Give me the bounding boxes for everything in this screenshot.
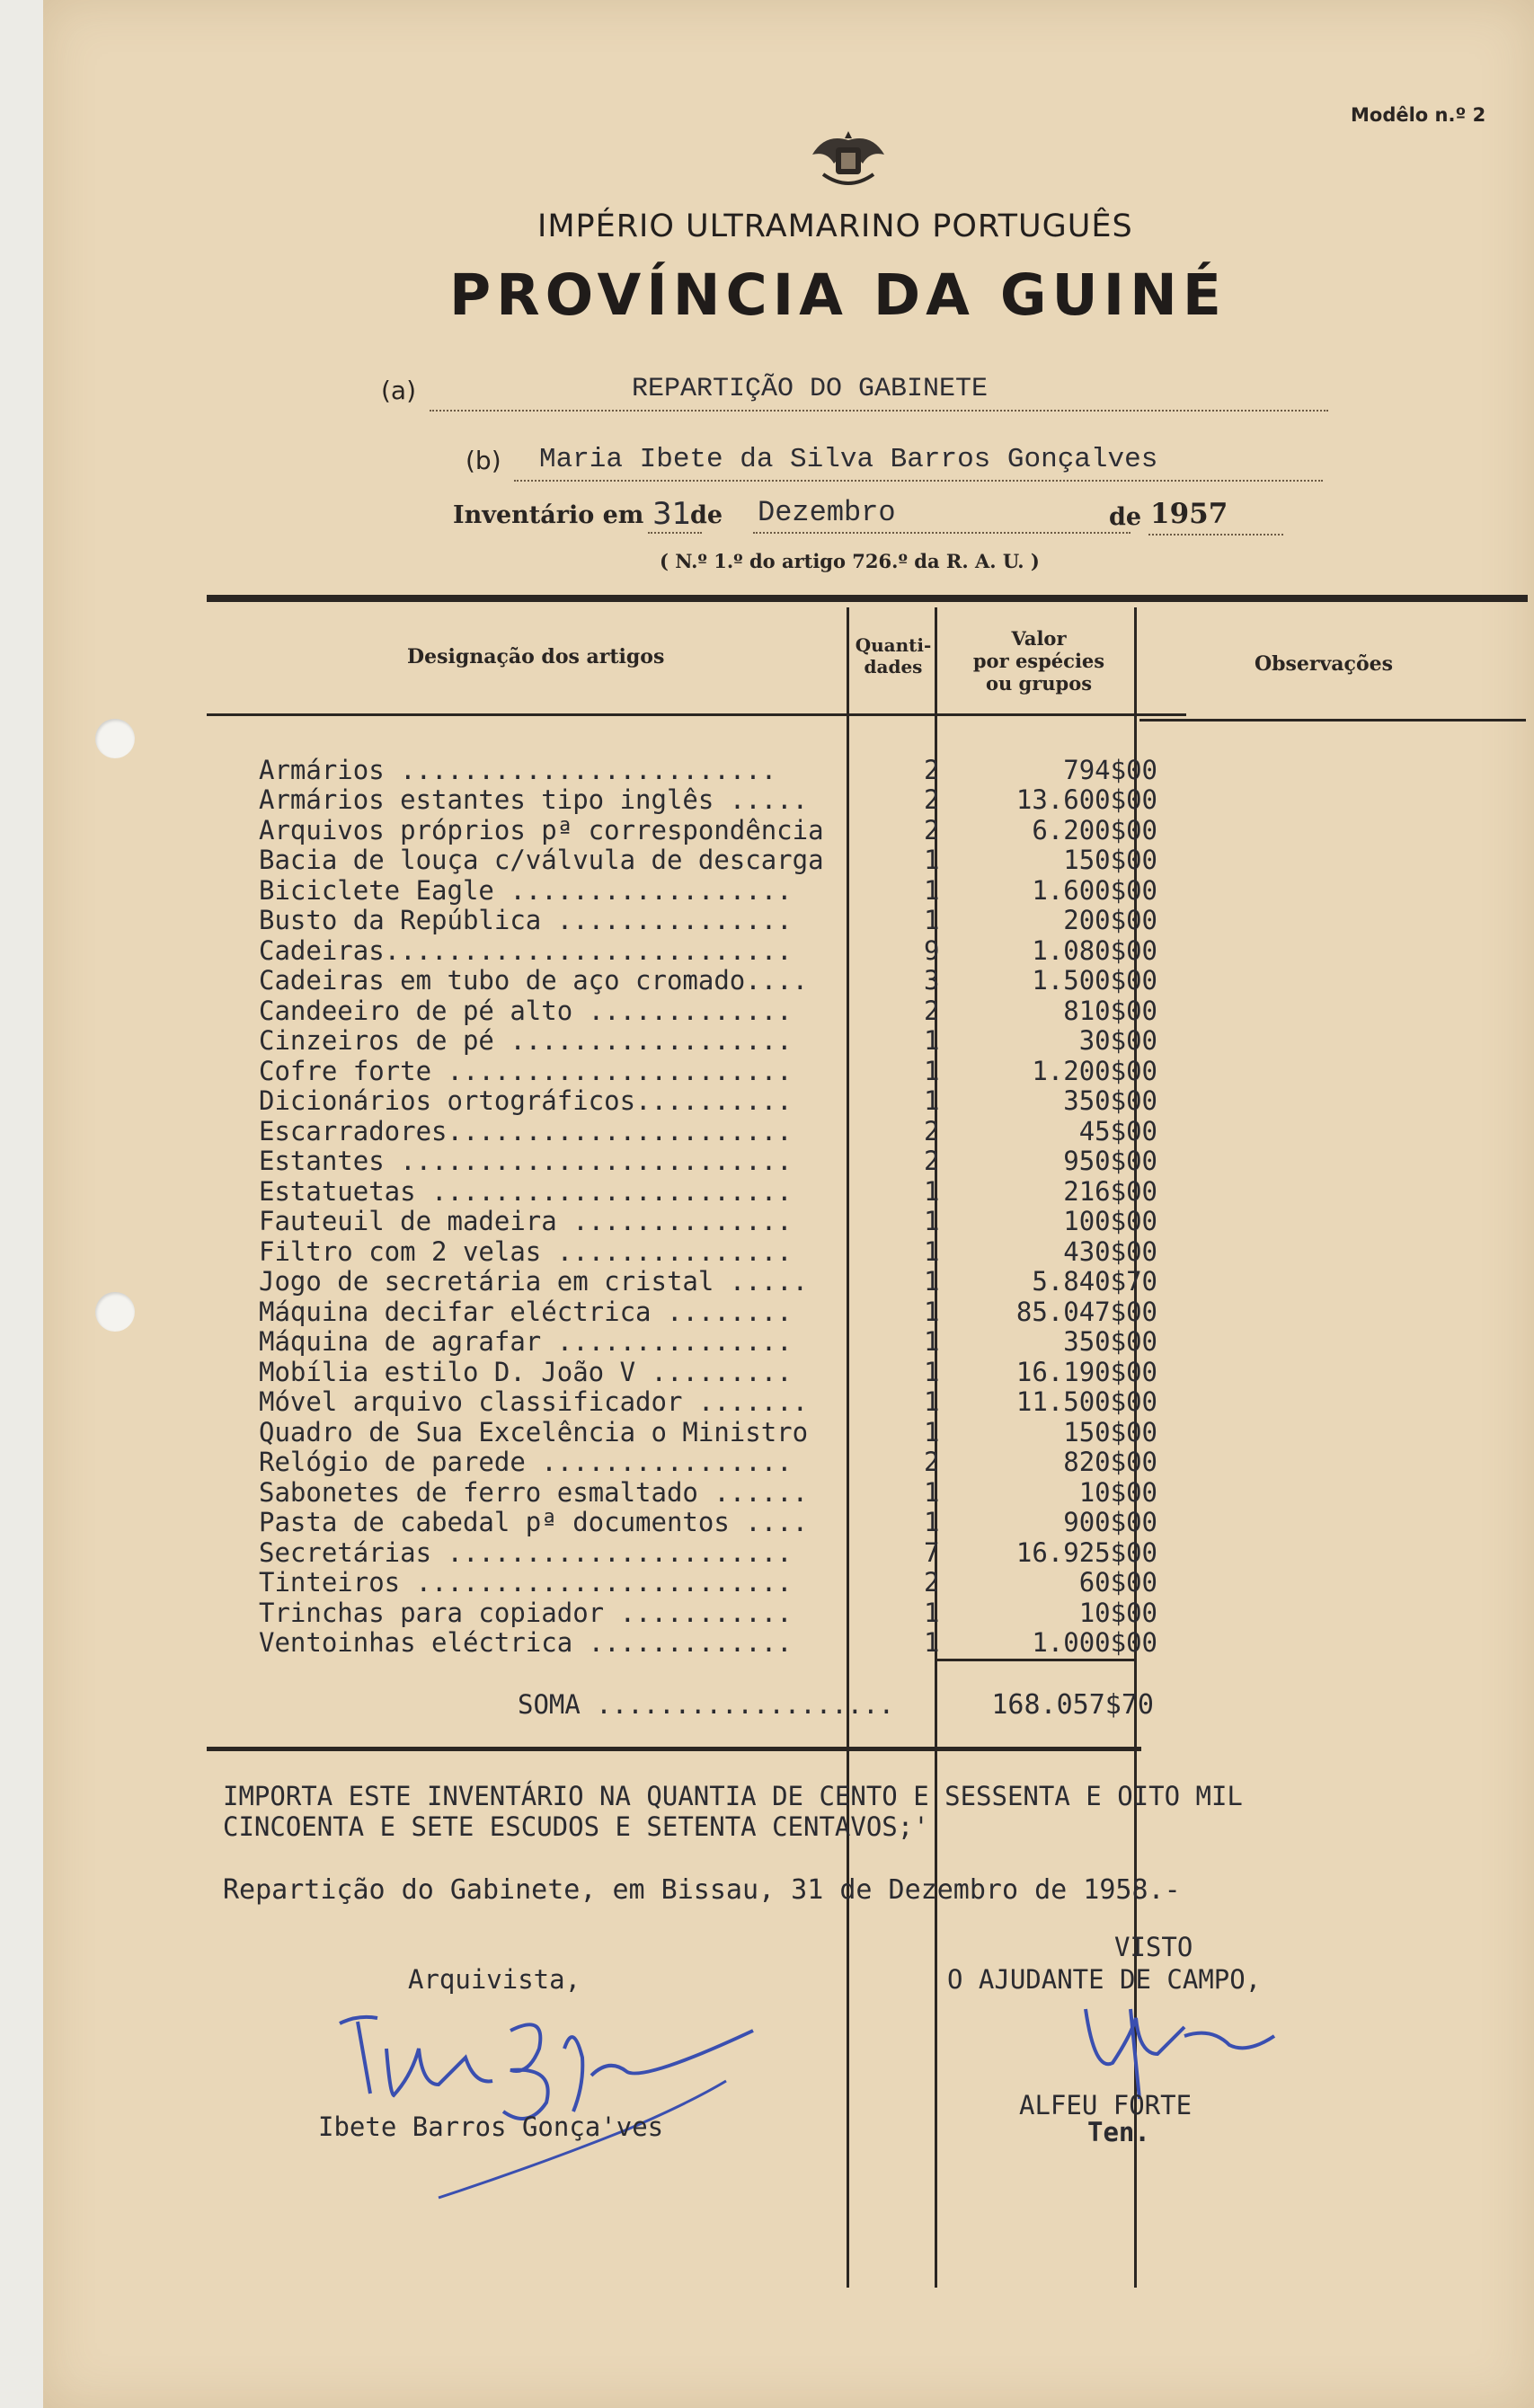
item-quantity: 1 bbox=[924, 1326, 940, 1357]
item-name: Máquina decifar eléctrica ........ bbox=[259, 1297, 793, 1327]
table-header-rule-left bbox=[207, 713, 1186, 716]
header-observations: Observações bbox=[1255, 652, 1394, 676]
item-name: Trinchas para copiador ........... bbox=[259, 1598, 793, 1628]
inventory-prefix: Inventário em bbox=[453, 501, 644, 529]
item-value: 1.500$00 bbox=[1032, 965, 1157, 996]
item-value: 100$00 bbox=[1063, 1206, 1157, 1236]
item-value: 350$00 bbox=[1063, 1326, 1157, 1357]
header-designation: Designação dos artigos bbox=[407, 645, 665, 668]
header-value: Valor por espécies ou grupos bbox=[972, 627, 1105, 695]
item-quantity: 1 bbox=[924, 1206, 940, 1236]
legal-reference: ( N.º 1.º do artigo 726.º da R. A. U. ) bbox=[660, 550, 1040, 572]
item-quantity: 2 bbox=[924, 815, 940, 845]
item-value: 810$00 bbox=[1063, 996, 1157, 1026]
item-name: Estantes ......................... bbox=[259, 1146, 793, 1176]
item-value: 30$00 bbox=[1078, 1025, 1157, 1056]
item-value: 13.600$00 bbox=[1015, 784, 1157, 815]
item-value: 350$00 bbox=[1063, 1085, 1157, 1116]
item-quantity: 1 bbox=[924, 1025, 940, 1056]
department-name: REPARTIÇÃO DO GABINETE bbox=[632, 374, 989, 404]
document-page bbox=[43, 0, 1534, 2408]
item-value: 794$00 bbox=[1063, 755, 1157, 785]
month-line bbox=[753, 532, 1131, 534]
item-name: Filtro com 2 velas ............... bbox=[259, 1236, 793, 1267]
item-quantity: 2 bbox=[924, 996, 940, 1026]
item-quantity: 1 bbox=[924, 905, 940, 935]
department-line bbox=[430, 410, 1328, 412]
item-value: 5.840$70 bbox=[1032, 1266, 1157, 1297]
item-value: 430$00 bbox=[1063, 1236, 1157, 1267]
item-name: Busto da República ............... bbox=[259, 905, 793, 935]
item-name: Cofre forte ...................... bbox=[259, 1056, 793, 1086]
item-value: 150$00 bbox=[1063, 845, 1157, 875]
item-quantity: 1 bbox=[924, 1266, 940, 1297]
item-value: 60$00 bbox=[1078, 1567, 1157, 1598]
item-value: 1.600$00 bbox=[1032, 875, 1157, 906]
item-name: Cadeiras em tubo de aço cromado.... bbox=[259, 965, 809, 996]
empire-title: IMPÉRIO ULTRAMARINO PORTUGUÊS bbox=[537, 208, 1133, 244]
table-header-rule-right bbox=[1139, 719, 1526, 722]
punch-hole-top bbox=[95, 719, 135, 758]
item-value: 10$00 bbox=[1078, 1598, 1157, 1628]
item-name: Ventoinhas eléctrica ............. bbox=[259, 1627, 793, 1658]
item-value: 16.925$00 bbox=[1015, 1537, 1157, 1568]
item-name: Máquina de agrafar ............... bbox=[259, 1326, 793, 1357]
left-signatory-name: Ibete Barros Gonça'ves bbox=[318, 2111, 664, 2142]
right-signatory-title: O AJUDANTE DE CAMPO, bbox=[947, 1964, 1262, 1995]
item-value: 85.047$00 bbox=[1015, 1297, 1157, 1327]
person-line bbox=[514, 480, 1323, 482]
item-quantity: 3 bbox=[924, 965, 940, 996]
item-name: Dicionários ortográficos.......... bbox=[259, 1085, 793, 1116]
visto-label: VISTO bbox=[1114, 1932, 1193, 1962]
inventory-de-1: de bbox=[690, 501, 723, 529]
item-quantity: 1 bbox=[924, 1598, 940, 1628]
item-quantity: 2 bbox=[924, 784, 940, 815]
label-a: (a) bbox=[381, 376, 417, 405]
inventory-de-2: de bbox=[1109, 503, 1142, 531]
item-quantity: 1 bbox=[924, 845, 940, 875]
form-model-number: Modêlo n.º 2 bbox=[1351, 104, 1486, 126]
item-quantity: 1 bbox=[924, 1357, 940, 1387]
item-quantity: 2 bbox=[924, 1146, 940, 1176]
total-value: 168.057$70 bbox=[991, 1689, 1154, 1721]
item-name: Biciclete Eagle .................. bbox=[259, 875, 793, 906]
item-quantity: 1 bbox=[924, 1236, 940, 1267]
item-quantity: 1 bbox=[924, 1417, 940, 1447]
item-name: Candeeiro de pé alto ............. bbox=[259, 996, 793, 1026]
right-signatory-rank: Ten. bbox=[1087, 2117, 1150, 2147]
item-value: 16.190$00 bbox=[1015, 1357, 1157, 1387]
item-quantity: 2 bbox=[924, 755, 940, 785]
item-quantity: 2 bbox=[924, 1116, 940, 1146]
item-quantity: 1 bbox=[924, 1386, 940, 1417]
item-quantity: 7 bbox=[924, 1537, 940, 1568]
item-name: Armários ........................ bbox=[259, 755, 777, 785]
item-value: 1.080$00 bbox=[1032, 935, 1157, 966]
item-name: Cadeiras.......................... bbox=[259, 935, 793, 966]
item-value: 150$00 bbox=[1063, 1417, 1157, 1447]
statement-line-2: CINCOENTA E SETE ESCUDOS E SETENTA CENTAVOS;' bbox=[223, 1811, 929, 1842]
item-quantity: 1 bbox=[924, 1627, 940, 1658]
item-value: 200$00 bbox=[1063, 905, 1157, 935]
item-quantity: 9 bbox=[924, 935, 940, 966]
year-line bbox=[1148, 534, 1283, 536]
province-title: PROVÍNCIA DA GUINÉ bbox=[449, 262, 1227, 328]
place-date-line: Repartição do Gabinete, em Bissau, 31 de Dezembro de 1958.- bbox=[223, 1874, 1181, 1906]
handwritten-signature-left bbox=[304, 1995, 843, 2210]
item-value: 10$00 bbox=[1078, 1477, 1157, 1508]
day-line bbox=[648, 532, 702, 534]
person-name: Maria Ibete da Silva Barros Gonçalves bbox=[539, 444, 1158, 475]
item-value: 900$00 bbox=[1063, 1507, 1157, 1537]
item-value: 1.200$00 bbox=[1032, 1056, 1157, 1086]
item-quantity: 1 bbox=[924, 1507, 940, 1537]
item-value: 45$00 bbox=[1078, 1116, 1157, 1146]
table-top-rule bbox=[207, 595, 1528, 602]
total-top-rule bbox=[936, 1659, 1136, 1661]
item-name: Bacia de louça c/válvula de descarga bbox=[259, 845, 824, 875]
left-signatory-title: Arquivista, bbox=[408, 1964, 581, 1995]
item-name: Sabonetes de ferro esmaltado ...... bbox=[259, 1477, 809, 1508]
item-name: Estatuetas ....................... bbox=[259, 1176, 793, 1207]
item-quantity: 1 bbox=[924, 1297, 940, 1327]
item-name: Fauteuil de madeira .............. bbox=[259, 1206, 793, 1236]
item-name: Armários estantes tipo inglês ..... bbox=[259, 784, 809, 815]
item-name: Arquivos próprios pª correspondência bbox=[259, 815, 824, 845]
total-label: SOMA ................... bbox=[518, 1689, 895, 1720]
item-value: 950$00 bbox=[1063, 1146, 1157, 1176]
item-name: Relógio de parede ................ bbox=[259, 1447, 793, 1477]
item-name: Quadro de Sua Excelência o Ministro bbox=[259, 1417, 809, 1447]
inventory-month: Dezembro bbox=[758, 496, 896, 529]
item-quantity: 2 bbox=[924, 1567, 940, 1598]
item-quantity: 1 bbox=[924, 1085, 940, 1116]
item-name: Cinzeiros de pé .................. bbox=[259, 1025, 793, 1056]
total-bottom-rule bbox=[207, 1747, 1141, 1751]
inventory-day: 31 bbox=[652, 496, 692, 532]
item-name: Móvel arquivo classificador ....... bbox=[259, 1386, 809, 1417]
item-value: 216$00 bbox=[1063, 1176, 1157, 1207]
item-name: Secretárias ...................... bbox=[259, 1537, 793, 1568]
item-value: 820$00 bbox=[1063, 1447, 1157, 1477]
item-name: Mobília estilo D. João V ......... bbox=[259, 1357, 793, 1387]
item-name: Tinteiros ........................ bbox=[259, 1567, 793, 1598]
item-quantity: 2 bbox=[924, 1447, 940, 1477]
label-b: (b) bbox=[466, 446, 501, 475]
item-quantity: 1 bbox=[924, 1056, 940, 1086]
inventory-year: 1957 bbox=[1150, 498, 1228, 530]
item-name: Jogo de secretária em cristal ..... bbox=[259, 1266, 809, 1297]
right-signatory-name: ALFEU FORTE bbox=[1019, 2090, 1193, 2120]
item-name: Escarradores...................... bbox=[259, 1116, 793, 1146]
item-value: 6.200$00 bbox=[1032, 815, 1157, 845]
item-quantity: 1 bbox=[924, 1477, 940, 1508]
statement-line-1: IMPORTA ESTE INVENTÁRIO NA QUANTIA DE CENTO E SESSENTA E OITO MIL bbox=[223, 1781, 1243, 1811]
item-value: 1.000$00 bbox=[1032, 1627, 1157, 1658]
coat-of-arms-icon bbox=[807, 128, 890, 196]
item-name: Pasta de cabedal pª documentos .... bbox=[259, 1507, 809, 1537]
punch-hole-bottom bbox=[95, 1292, 135, 1332]
header-quantity: Quanti- dades bbox=[855, 634, 932, 677]
item-quantity: 1 bbox=[924, 875, 940, 906]
item-value: 11.500$00 bbox=[1015, 1386, 1157, 1417]
item-quantity: 1 bbox=[924, 1176, 940, 1207]
